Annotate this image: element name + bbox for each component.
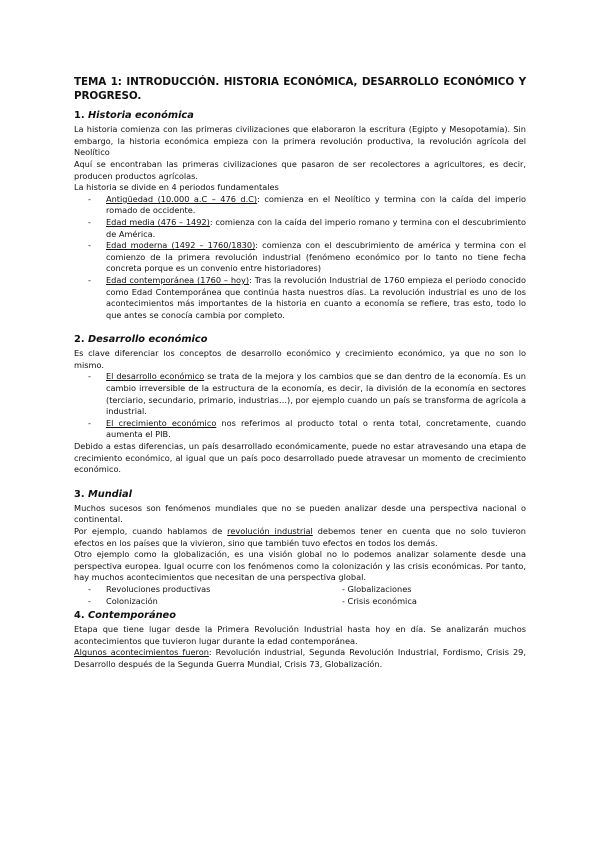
list-term: Antigüedad (10.000 a.C – 476 d.C) [106,193,258,204]
text-run: : Revolución industrial, Segunda Revolución Industrial, Fordismo, Crisis 29, Desarrollo después de la Segunda Guerra Mundial, Crisis 73, Globalización. [74,647,526,669]
paragraph: La historia comienza con las primeras civilizaciones que elaboraron la escritura (Egipto y Mesopotamia). Sin embargo, la historia económica empieza con la primera revolución productiva, la revolución agrícola del Neolítico [74,124,526,158]
paragraph: Es clave diferenciar los conceptos de desarrollo económico y crecimiento económico, ya que no son lo mismo. [74,348,526,370]
list-text: Colonización [106,595,158,606]
section-heading-4 [74,609,526,622]
section-number: 2. [74,334,85,346]
list-text: se trata de la mejora y los cambios que se dan dentro de la economía. Es un cambio irreversible de la estructura de la economía, es decir, la división de la economía en sectores (terciario, secundario, primario, industrias…), por ejemplo cuando un país se transforma de agrícola a industrial. [106,371,526,417]
paragraph: Aquí se encontraban las primeras civilizaciones que pasaron de ser recolectores a agricultores, es decir, producen productos agrícolas. [74,158,526,181]
list-text: : Tras la revolución Industrial de 1760 empieza el periodo conocido como Edad Contemporánea que continúa hasta nuestros días. La revolución industrial es uno de los acontecimientos más importantes de la historia en cuanto a economía se refiere, tras esto, todo lo que antes se conocía cambia por completo. [106,274,526,320]
document-title: TEMA 1: INTRODUCCIÓN. HISTORIA ECONÓMICA, DESARROLLO ECONÓMICO Y PROGRESO. [74,76,526,102]
section-title: Mundial [87,488,133,500]
paragraph: Debido a estas diferencias, un país desarrollado económicamente, puede no estar atravesando una etapa de crecimiento económico, al igual que un país poco desarrollado puede atravesar un momento de crecimiento económico. [74,441,526,475]
section-title: Historia económica [87,110,194,122]
list-term: El desarrollo económico [106,371,205,382]
list-term: El crecimiento económico [106,417,217,428]
section-title: Contemporáneo [87,610,176,622]
list-item: - Globalizaciones [342,583,412,594]
right-column [342,584,417,607]
paragraph [74,647,526,670]
period-list [74,194,526,322]
list-item [106,240,526,275]
list-term: Edad moderna (1492 – 1760/1830) [106,240,256,251]
paragraph [74,526,526,549]
paragraph: Otro ejemplo como la globalización, es una visión global no lo podemos analizar solamente desde una perspectiva europea. Igual ocurre con los fenómenos como la colonización y las crisis económicas. Por tanto, hay muchos acontecimientos que necesitan de una perspectiva global. [74,549,526,583]
section-number: 4. [74,610,85,622]
paragraph: Muchos sucesos son fenómenos mundiales que no se pueden analizar desde una perspectiva nacional o continental. [74,502,526,525]
list-item [106,418,526,441]
concept-list [74,371,526,441]
list-term: Edad media (476 – 1492) [106,216,210,227]
underlined-term: Algunos acontecimientos fueron [74,647,209,658]
section-number: 3. [74,488,85,500]
section-number: 1. [74,110,85,122]
paragraph: La historia se divide en 4 periodos fundamentales [74,182,279,193]
text-run: Por ejemplo, cuando hablamos de [74,526,228,536]
section-title: Desarrollo económico [87,334,208,346]
paragraph: Etapa que tiene lugar desde la Primera Revolución Industrial hasta hoy en día. Se analizarán muchos acontecimientos que tuvieron lugar durante la edad contemporánea. [74,624,526,646]
list-item [106,194,526,217]
list-item: - Crisis económica [342,595,417,606]
list-item: - Colonización [88,595,158,606]
document-page [74,76,526,671]
underlined-term: revolución industrial [227,526,313,536]
list-item [106,275,526,321]
list-text: : comienza con el descubrimiento de américa y termina con el comienzo de la primera revolución industrial (fenómeno económico por lo tanto no tiene fecha concreta porque es un convenio entre historiadores) [106,240,526,274]
list-item: - Revoluciones productivas [88,583,211,594]
list-text: : comienza en el Neolítico y termina con la caída del imperio romado de occidente. [106,193,527,216]
section-heading-1 [74,109,526,122]
section-heading-2 [74,333,526,346]
list-item [106,217,526,240]
text-run: debemos tener en cuenta que no solo tuvieron efectos en los países que la vivieron, sino que también tuvo efectos en todos los demás. [74,526,526,548]
list-term: Edad contemporánea (1760 – hoy) [106,274,250,285]
list-text: nos referimos al producto total o renta total, concretamente, cuando aumenta el PIB. [106,417,526,440]
section-heading-3 [74,488,526,501]
list-text: Revoluciones productivas [106,583,211,594]
phenomena-columns [74,584,526,607]
list-item [106,371,526,417]
list-text: : comienza con la caída del imperio romano y termina con el descubrimiento de América. [106,216,526,239]
left-column [74,584,342,607]
